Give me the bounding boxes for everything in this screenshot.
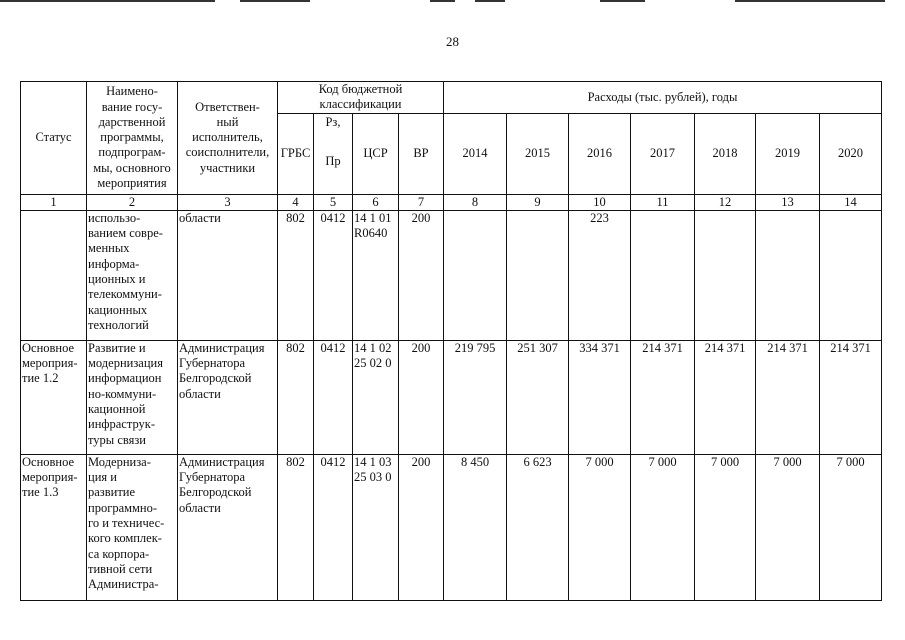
row-rzpr: 0412	[314, 454, 353, 600]
row-value: 219 795	[444, 340, 507, 454]
column-number: 9	[507, 194, 569, 210]
scan-artifact	[430, 0, 455, 2]
row-value: 7 000	[569, 454, 631, 600]
row-rzpr: 0412	[314, 210, 353, 340]
header-status: Статус	[21, 82, 87, 195]
header-year: 2016	[569, 113, 631, 194]
page-number: 28	[446, 34, 459, 49]
column-number: 10	[569, 194, 631, 210]
budget-table	[20, 81, 882, 601]
scan-artifact	[0, 0, 215, 2]
row-value: 7 000	[756, 454, 820, 600]
column-number: 11	[631, 194, 695, 210]
column-number: 1	[21, 194, 87, 210]
scan-artifact	[600, 0, 645, 2]
row-status	[21, 210, 87, 340]
row-value: 214 371	[820, 340, 882, 454]
column-number: 3	[178, 194, 278, 210]
row-executor: области	[178, 210, 278, 340]
column-number: 2	[87, 194, 178, 210]
row-csr: 14 1 01 R0640	[353, 210, 399, 340]
header-vr: ВР	[399, 113, 444, 194]
row-value: 214 371	[631, 340, 695, 454]
row-value	[507, 210, 569, 340]
row-name: Развитие и модернизация информацион но-коммуни- кационной инфраструк- туры связи	[87, 340, 178, 454]
column-number: 12	[695, 194, 756, 210]
row-value: 7 000	[820, 454, 882, 600]
row-value: 214 371	[695, 340, 756, 454]
column-number: 8	[444, 194, 507, 210]
header-year: 2018	[695, 113, 756, 194]
header-budget-code: Код бюджетной классификации	[278, 82, 444, 114]
header-rz-top: Рз,	[314, 113, 353, 130]
row-value: 334 371	[569, 340, 631, 454]
table-row	[21, 454, 882, 600]
header-year: 2015	[507, 113, 569, 194]
row-value: 6 623	[507, 454, 569, 600]
column-number: 7	[399, 194, 444, 210]
column-number: 5	[314, 194, 353, 210]
row-value	[756, 210, 820, 340]
row-value: 251 307	[507, 340, 569, 454]
row-value	[444, 210, 507, 340]
row-value	[631, 210, 695, 340]
row-rzpr: 0412	[314, 340, 353, 454]
row-executor: Администрация Губернатора Белгородской области	[178, 340, 278, 454]
row-executor: Администрация Губернатора Белгородской области	[178, 454, 278, 600]
header-grbs: ГРБС	[278, 113, 314, 194]
row-grbs: 802	[278, 340, 314, 454]
row-value: 8 450	[444, 454, 507, 600]
header-name: Наимено- вание госу- дарственной программы, подпрограм- мы, основного мероприятия	[87, 82, 178, 195]
column-number: 4	[278, 194, 314, 210]
header-year: 2019	[756, 113, 820, 194]
row-csr: 14 1 03 25 03 0	[353, 454, 399, 600]
row-name: использо- ванием совре- менных информа- ционных и телекоммуни- кационных технологий	[87, 210, 178, 340]
row-status: Основное мероприя- тие 1.3	[21, 454, 87, 600]
column-numbers-row	[21, 194, 882, 210]
row-value: 7 000	[695, 454, 756, 600]
row-vr: 200	[399, 454, 444, 600]
row-value: 223	[569, 210, 631, 340]
header-expenses: Расходы (тыс. рублей), годы	[444, 82, 882, 114]
row-name: Модерниза- ция и развитие программно- го и техничес- кого комплек- са корпора- тивной сети Администра-	[87, 454, 178, 600]
scan-artifact	[735, 0, 885, 2]
row-value	[820, 210, 882, 340]
row-vr: 200	[399, 210, 444, 340]
scan-artifact	[240, 0, 310, 2]
table-row	[21, 210, 882, 340]
column-number: 6	[353, 194, 399, 210]
header-csr: ЦСР	[353, 113, 399, 194]
header-year: 2020	[820, 113, 882, 194]
column-number: 13	[756, 194, 820, 210]
header-year: 2014	[444, 113, 507, 194]
column-number: 14	[820, 194, 882, 210]
row-status: Основное мероприя- тие 1.2	[21, 340, 87, 454]
header-pr-bottom: Пр	[314, 130, 353, 194]
header-executor: Ответствен- ный исполнитель, соисполнители, участники	[178, 82, 278, 195]
row-value	[695, 210, 756, 340]
scan-artifact	[475, 0, 505, 2]
row-value: 214 371	[756, 340, 820, 454]
row-vr: 200	[399, 340, 444, 454]
header-year: 2017	[631, 113, 695, 194]
row-grbs: 802	[278, 454, 314, 600]
row-grbs: 802	[278, 210, 314, 340]
header-row	[21, 82, 882, 114]
table-row	[21, 340, 882, 454]
row-value: 7 000	[631, 454, 695, 600]
row-csr: 14 1 02 25 02 0	[353, 340, 399, 454]
